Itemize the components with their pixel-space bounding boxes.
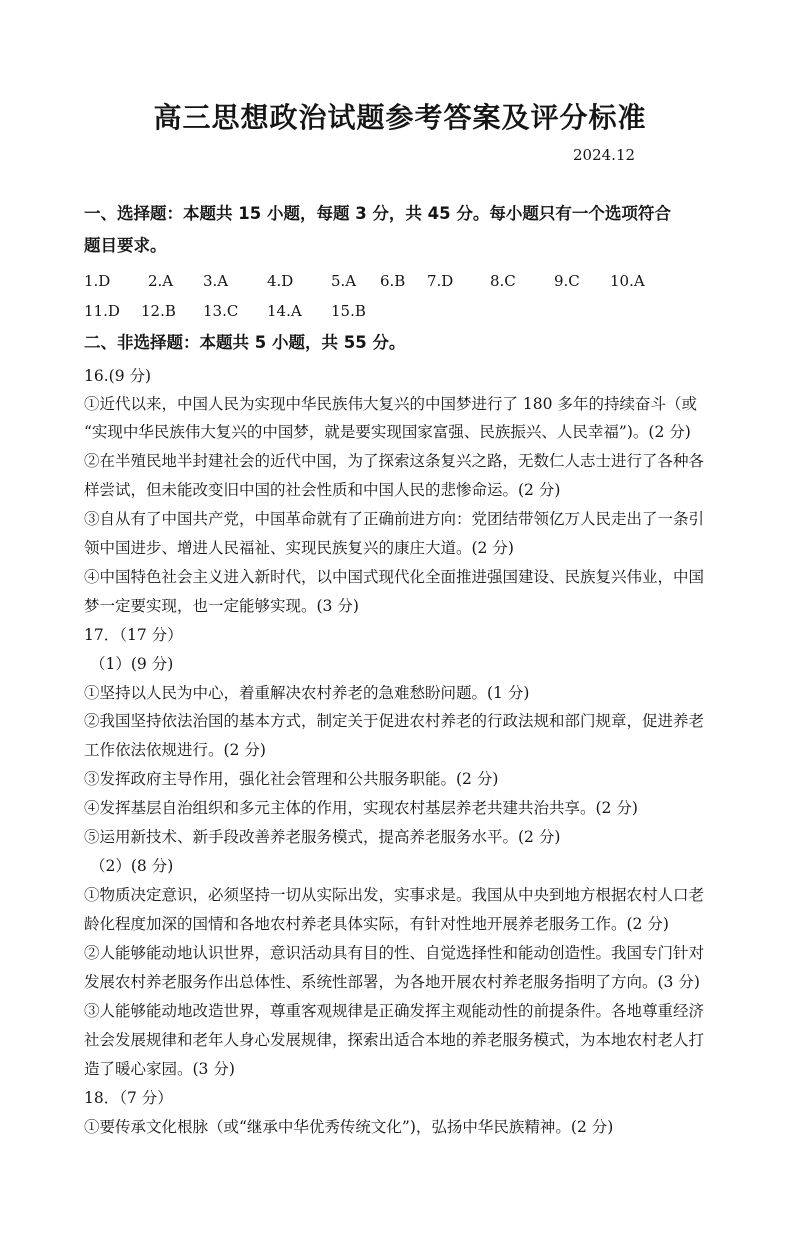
question-17-heading: 17．（17 分） [84,626,183,644]
answer-line: ①坚持以人民为中心，着重解决农村养老的急难愁盼问题。(1 分) [84,684,530,702]
answer-item: 2.A [148,272,174,290]
answer-item: 11.D [84,302,120,320]
answer-line: ②人能够能动地认识世界，意识活动具有目的性、自觉选择性和能动创造性。我国专门针对 [84,944,705,962]
answer-item: 4.D [267,272,294,290]
answer-line: ③自从有了中国共产党，中国革命就有了正确前进方向：党团结带领亿万人民走出了一条引 [84,510,705,528]
answer-line: ①近代以来，中国人民为实现中华民族伟大复兴的中国梦进行了 180 多年的持续奋斗（或 [84,395,697,413]
answer-line: ⑤运用新技术、新手段改善养老服务模式，提高养老服务水平。(2 分) [84,828,561,846]
answer-item: 12.B [141,302,176,320]
answer-line: 工作依法依规进行。(2 分) [84,741,266,759]
answer-item: 8.C [490,272,516,290]
part2-heading: 二、非选择题：本题共 5 小题，共 55 分。 [84,333,406,352]
part1-heading-line1: 一、选择题：本题共 15 小题，每题 3 分，共 45 分。每小题只有一个选项符合 [84,204,671,223]
question-16-heading: 16.(9 分) [84,367,152,385]
answer-item: 15.B [331,302,366,320]
answer-item: 5.A [331,272,357,290]
date-label: 2024.12 [573,146,636,164]
answer-line: 社会发展规律和老年人身心发展规律，探索出适合本地的养老服务模式，为本地农村老人打 [84,1031,705,1049]
answer-line: 样尝试，但未能改变旧中国的社会性质和中国人民的悲惨命运。(2 分) [84,481,561,499]
answer-line: ①要传承文化根脉（或“继承中华优秀传统文化”)，弘扬中华民族精神。(2 分) [84,1118,614,1136]
part1-heading-line2: 题目要求。 [84,236,167,255]
answer-item: 10.A [610,272,645,290]
answer-item: 13.C [203,302,239,320]
answer-line: “实现中华民族伟大复兴的中国梦，就是要实现国家富强、民族振兴、人民幸福”)。(2 分) [84,423,691,441]
answer-item: 7.D [427,272,454,290]
answer-line: 梦一定要实现，也一定能够实现。(3 分) [84,597,359,615]
answer-line: 造了暖心家园。(3 分) [84,1060,235,1078]
answer-item: 6.B [380,272,406,290]
answer-row-1 [84,270,724,292]
answer-row-2 [84,300,724,322]
answer-line: 发展农村养老服务作出总体性、系统性部署，为各地开展农村养老服务指明了方向。(3 分) [84,973,700,991]
answer-item: 14.A [267,302,302,320]
sub-question-heading: （1）(9 分) [90,655,174,673]
answer-item: 1.D [84,272,111,290]
answer-line: 领中国进步、增进人民福祉、实现民族复兴的康庄大道。(2 分) [84,539,514,557]
answer-line: ④发挥基层自治组织和多元主体的作用，实现农村基层养老共建共治共享。(2 分) [84,799,638,817]
answer-item: 3.A [203,272,229,290]
answer-line: ①物质决定意识，必须坚持一切从实际出发，实事求是。我国从中央到地方根据农村人口老 [84,886,705,904]
answer-line: ②我国坚持依法治国的基本方式，制定关于促进农村养老的行政法规和部门规章，促进养老 [84,712,705,730]
answer-line: ④中国特色社会主义进入新时代，以中国式现代化全面推进强国建设、民族复兴伟业，中国 [84,568,705,586]
sub-question-heading: （2）(8 分) [90,857,174,875]
answer-line: ②在半殖民地半封建社会的近代中国，为了探索这条复兴之路，无数仁人志士进行了各种各 [84,452,705,470]
answer-item: 9.C [554,272,580,290]
answer-line: 龄化程度加深的国情和各地农村养老具体实际，有针对性地开展养老服务工作。(2 分) [84,915,669,933]
answer-line: ③人能够能动地改造世界，尊重客观规律是正确发挥主观能动性的前提条件。各地尊重经济 [84,1002,705,1020]
page-title: 高三思想政治试题参考答案及评分标准 [153,101,647,134]
question-18-heading: 18．（7 分） [84,1089,173,1107]
answer-line: ③发挥政府主导作用，强化社会管理和公共服务职能。(2 分) [84,770,499,788]
